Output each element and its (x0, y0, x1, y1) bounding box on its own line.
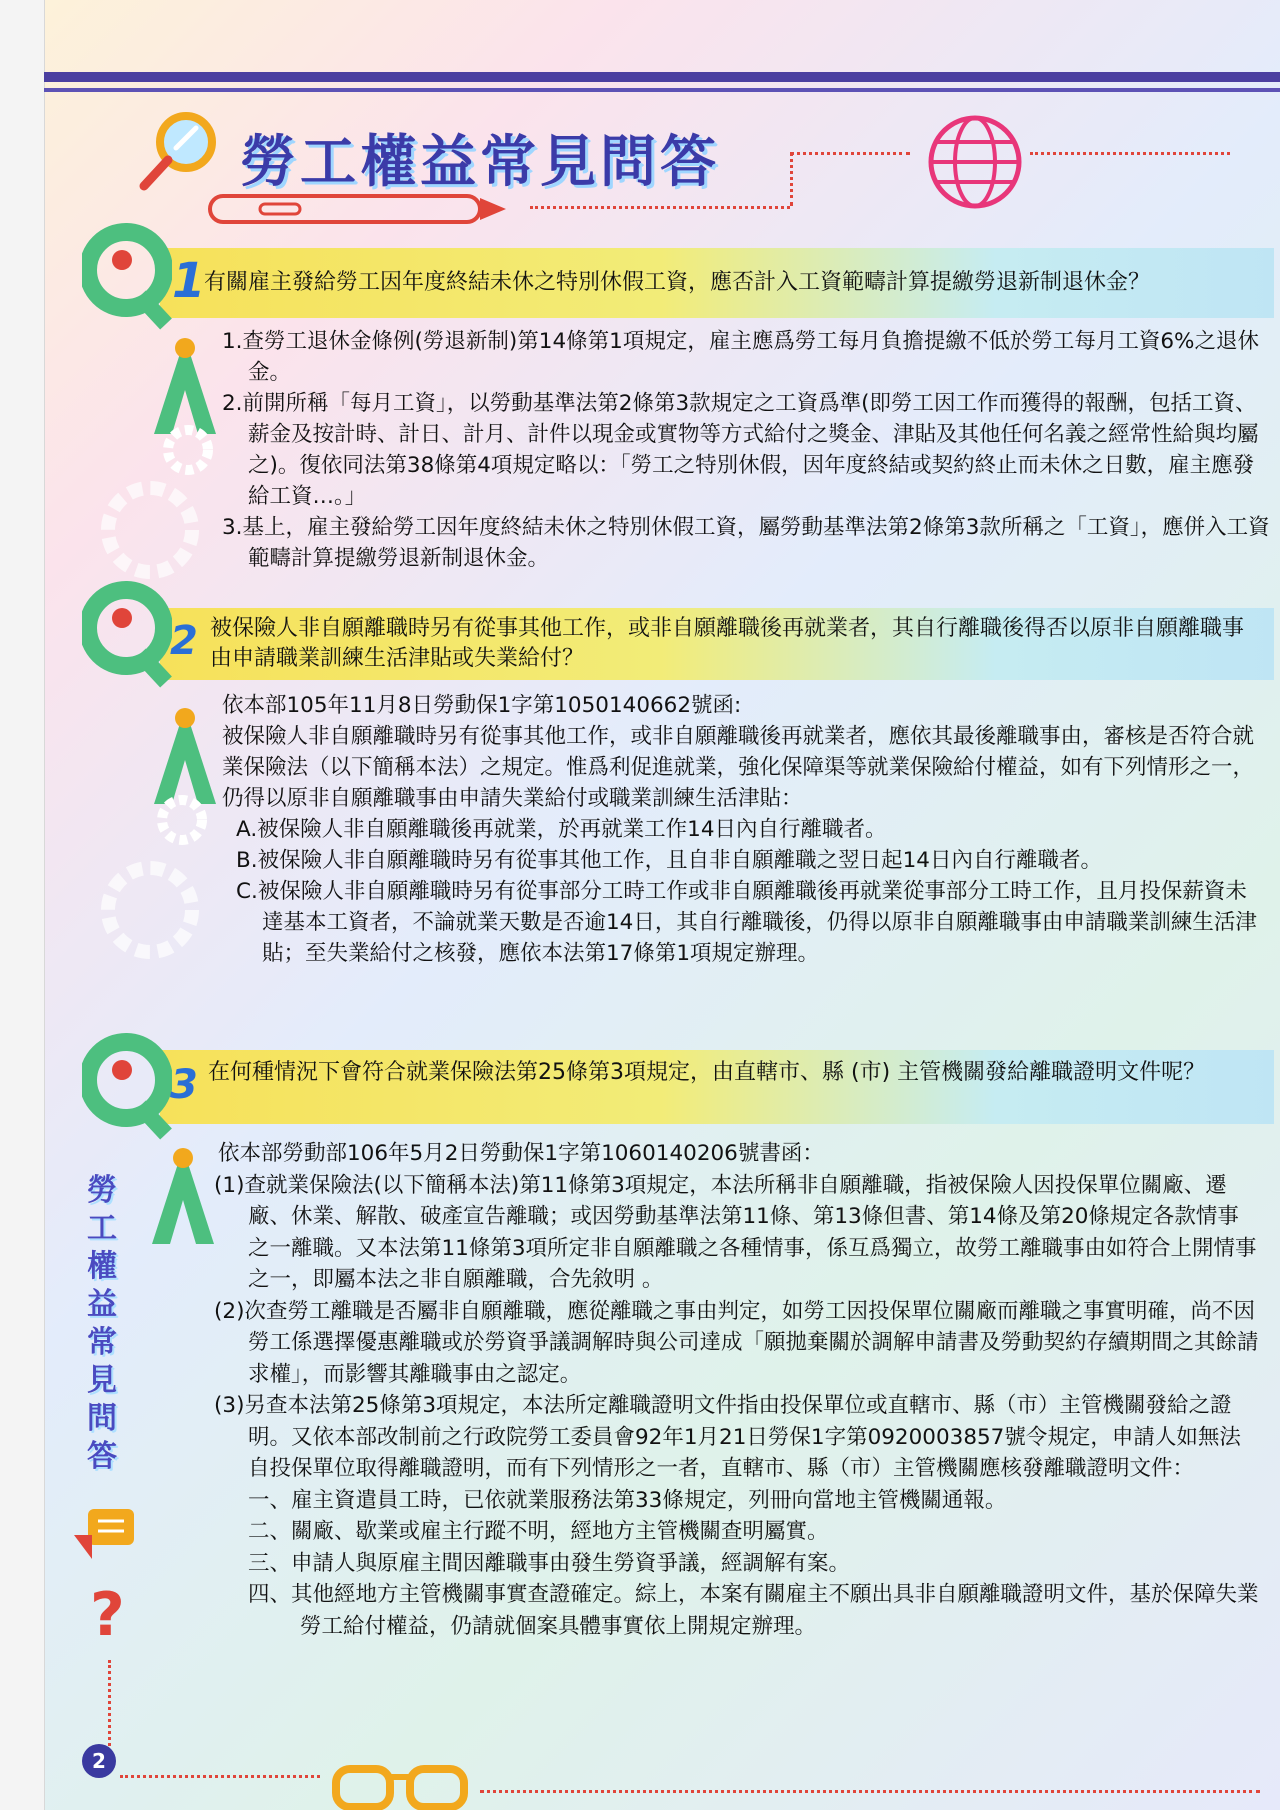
gear-icon (90, 850, 210, 970)
magnifier-icon (136, 108, 222, 194)
dotted-line (530, 206, 790, 209)
q-badge-icon (82, 578, 172, 688)
dotted-line (790, 152, 793, 206)
q-number: 3 (170, 1062, 198, 1108)
answer-item: 三、申請人與原雇主間因離職事由發生勞資爭議，經調解有案。 (248, 1550, 851, 1576)
dotted-line (790, 152, 910, 155)
question-text: 有關雇主發給勞工因年度終結未休之特別休假工資，應否計入工資範疇計算提繳勞退新制退休金？ (204, 270, 1151, 295)
question-text: 被保險人非自願離職時另有從事其他工作，或非自願離職後再就業者，其自行離職後得否以原非自願離職事由申請職業訓練生活津貼或失業給付？ (210, 616, 1245, 671)
answer-item: 一、雇主資遣員工時，已依就業服務法第33條規定，列冊向當地主管機關通報。 (248, 1487, 1007, 1513)
answer-item: 2.前開所稱「每月工資」，以勞動基準法第2條第3款規定之工資爲準(即勞工因工作而獲得的報酬，包括工資、薪金及按計時、計日、計月、計件以現金或實物等方式給付之獎金、津貼及其他任何名義之經常性給與均屬之)。復依同法第38條第4項規定略以：「勞工之特別休假，因年度終結或契約終止而未休之日數，雇主應發給工資…。」 (222, 391, 1259, 509)
answer-item: A.被保險人非自願離職後再就業，於再就業工作14日內自行離職者。 (236, 817, 887, 842)
answer-item: B.被保險人非自願離職時另有從事其他工作，且自非自願離職之翌日起14日內自行離職者。 (236, 848, 1102, 873)
answer-item: 1.查勞工退休金條例(勞退新制)第14條第1項規定，雇主應爲勞工每月負擔提繳不低於勞工每月工資6%之退休金。 (222, 329, 1259, 385)
chat-bubble-icon (70, 1505, 140, 1565)
q-badge-icon (82, 1030, 172, 1140)
answer-item: 二、關廠、歇業或雇主行蹤不明，經地方主管機關查明屬實。 (248, 1519, 829, 1544)
answer-item: C.被保險人非自願離職時另有從事部分工時工作或非自願離職後再就業從事部分工時工作，且月投保薪資未達基本工資者，不論就業天數是否逾14日，其自行離職後，仍得以原非自願離職事由申請職業訓練生活津貼；至失業給付之核發，應依本法第17條第1項規定辦理。 (236, 879, 1257, 966)
top-divider-thin (44, 88, 1280, 92)
gear-icon (152, 790, 212, 850)
gear-icon (90, 470, 210, 590)
dotted-line (480, 1790, 1260, 1793)
answer-block (222, 326, 1272, 574)
q-number: 2 (170, 618, 198, 664)
q-badge-icon (82, 220, 172, 330)
dotted-line (1030, 152, 1230, 155)
page-number: 2 (82, 1744, 116, 1778)
glasses-icon (330, 1755, 470, 1810)
side-title: 勞工權益常見問答 (87, 1173, 117, 1474)
question-mark-icon: ? (90, 1580, 125, 1650)
answer-item: (1)查就業保險法(以下簡稱本法)第11條第3項規定，本法所稱非自願離職，指被保險人因投保單位關廠、遷廠、休業、解散、破產宣告離職；或因勞動基準法第11條、第13條但書、第14條及第20條規定各款情事之一離職。又本法第11條第3項所定非自願離職之各種情事，係互爲獨立，故勞工離職事由如符合上開情事之一，即屬本法之非自願離職，合先敘明 。 (214, 1172, 1257, 1292)
top-divider (44, 72, 1280, 82)
answer-block (222, 690, 1262, 969)
answer-intro: 依本部105年11月8日勞動保1字第1050140662號函: (222, 693, 742, 718)
answer-item: 3.基上，雇主發給勞工因年度終結未休之特別休假工資，屬勞動基準法第2條第3款所稱之「工資」，應併入工資範疇計算提繳勞退新制退休金。 (222, 515, 1270, 571)
answer-item: (3)另查本法第25條第3項規定，本法所定離職證明文件指由投保單位或直轄市、縣（市）主管機關發給之證明。又依本部改制前之行政院勞工委員會92年1月21日勞保1字第0920003857號令規定，申請人如無法自投保單位取得離職證明，而有下列情形之一者，直轄市、縣（市）主管機關應核發離職證明文件： (214, 1393, 1241, 1481)
q-number: 1 (172, 253, 206, 309)
page-title: 勞工權益常見問答 (240, 130, 720, 195)
pen-icon (200, 192, 510, 226)
answer-item: 四、其他經地方主管機關事實查證確定。綜上，本案有關雇主不願出具非自願離職證明文件，基於保障失業勞工給付權益，仍請就個案具體事實依上開規定辦理。 (248, 1582, 1259, 1639)
paper-edge (0, 0, 45, 1810)
globe-icon (925, 112, 1025, 212)
answer-block (214, 1138, 1260, 1642)
dotted-line (120, 1775, 320, 1778)
a-badge-icon (148, 1140, 218, 1250)
answer-body: 被保險人非自願離職時另有從事其他工作，或非自願離職後再就業者，應依其最後離職事由，審核是否符合就業保險法（以下簡稱本法）之規定。惟爲利促進就業，強化保障渠等就業保險給付權益，如有下列情形之一，仍得以原非自願離職事由申請失業給付或職業訓練生活津貼： (222, 724, 1255, 811)
answer-item: (2)次查勞工離職是否屬非自願離職，應從離職之事由判定，如勞工因投保單位關廠而離職之事實明確，尚不因勞工係選擇優惠離職或於勞資爭議調解時與公司達成「願拋棄關於調解申請書及勞動契約存續期間之其餘請求權」，而影響其離職事由之認定。 (214, 1298, 1259, 1387)
answer-intro: 依本部勞動部106年5月2日勞動保1字第1060140206號書函： (218, 1141, 824, 1166)
question-text: 在何種情況下會符合就業保險法第25條第3項規定，由直轄市、縣 (市) 主管機關發給離職證明文件呢？ (208, 1060, 1206, 1085)
